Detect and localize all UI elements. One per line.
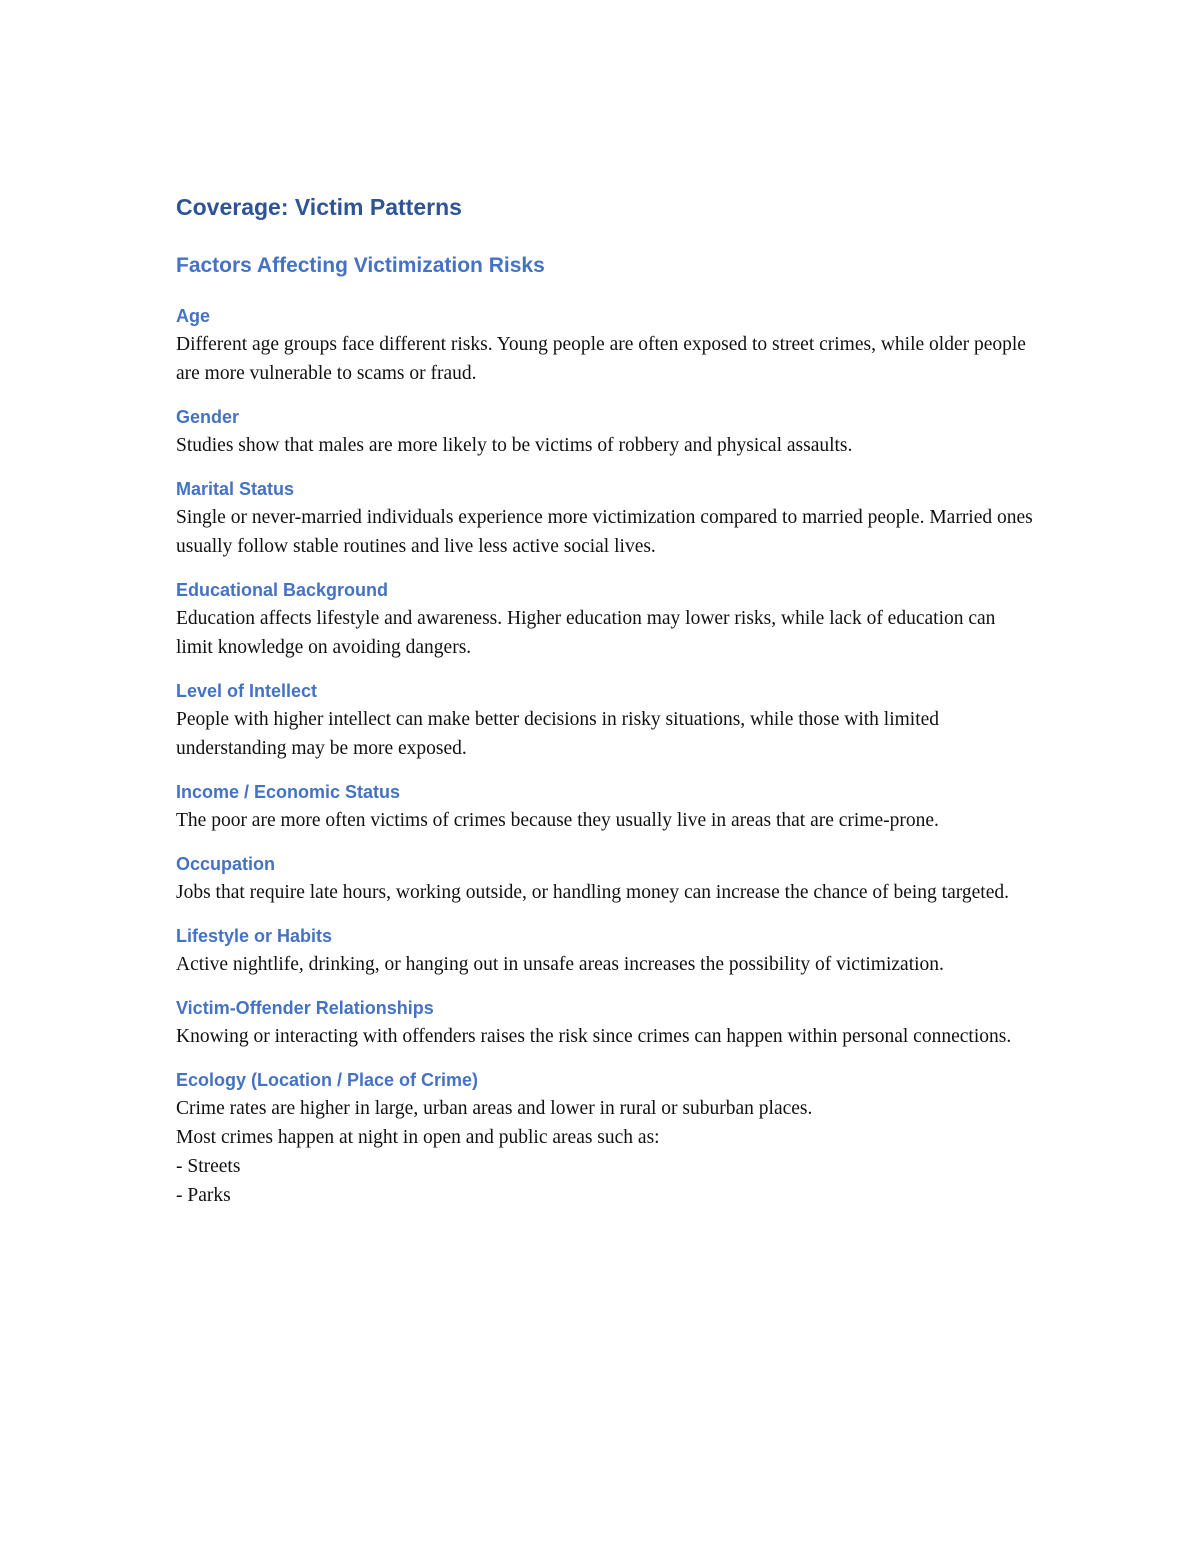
section-body [176,431,1036,460]
section-heading: Victim-Offender Relationships [176,998,434,1018]
paragraph: Single or never-married individuals experience more victimization compared to married people. Married ones usually follow stable routines and live less active social lives. [176,507,1033,557]
section-age [176,302,1036,388]
section-heading: Educational Background [176,580,389,600]
paragraph: Jobs that require late hours, working outside, or handling money can increase the chance of being targeted. [176,882,1009,903]
section-body [176,878,1036,907]
section-educational-background [176,576,1036,662]
section-body [176,330,1036,388]
section-income [176,778,1036,835]
section-body [176,705,1036,763]
section-heading: Age [176,306,211,326]
section-heading: Ecology (Location / Place of Crime) [176,1070,479,1090]
section-ecology [176,1066,1036,1210]
section-heading: Level of Intellect [176,681,318,701]
page-subtitle: Factors Affecting Victimization Risks [176,254,545,277]
paragraph: People with higher intellect can make better decisions in risky situations, while those with limited understanding may be more exposed. [176,709,940,759]
section-body [176,1022,1036,1051]
paragraph: Different age groups face different risks. Young people are often exposed to street crimes, while older people are more vulnerable to scams or fraud. [176,334,1026,384]
section-body [176,604,1036,662]
section-level-of-intellect [176,677,1036,763]
paragraph: Education affects lifestyle and awareness. Higher education may lower risks, while lack of education can limit knowledge on avoiding dangers. [176,608,996,658]
paragraph: Studies show that males are more likely to be victims of robbery and physical assaults. [176,435,853,456]
section-body [176,806,1036,835]
document-page [176,192,1036,1225]
section-heading: Marital Status [176,479,295,499]
section-heading: Income / Economic Status [176,782,401,802]
section-body [176,1094,1036,1210]
paragraph: Knowing or interacting with offenders raises the risk since crimes can happen within personal connections. [176,1026,1012,1047]
list-item: - Parks [176,1185,231,1206]
paragraph: The poor are more often victims of crimes because they usually live in areas that are crime-prone. [176,810,939,831]
section-marital-status [176,475,1036,561]
section-body [176,950,1036,979]
section-heading: Lifestyle or Habits [176,926,333,946]
paragraph: Most crimes happen at night in open and public areas such as: [176,1127,660,1148]
section-occupation [176,850,1036,907]
paragraph: Crime rates are higher in large, urban areas and lower in rural or suburban places. [176,1098,813,1119]
section-lifestyle [176,922,1036,979]
location-list [176,1152,1036,1210]
section-gender [176,403,1036,460]
section-body [176,503,1036,561]
section-victim-offender [176,994,1036,1051]
page-title: Coverage: Victim Patterns [176,194,462,220]
list-item: - Streets [176,1156,241,1177]
section-heading: Gender [176,407,240,427]
paragraph: Active nightlife, drinking, or hanging out in unsafe areas increases the possibility of victimization. [176,954,944,975]
section-heading: Occupation [176,854,276,874]
